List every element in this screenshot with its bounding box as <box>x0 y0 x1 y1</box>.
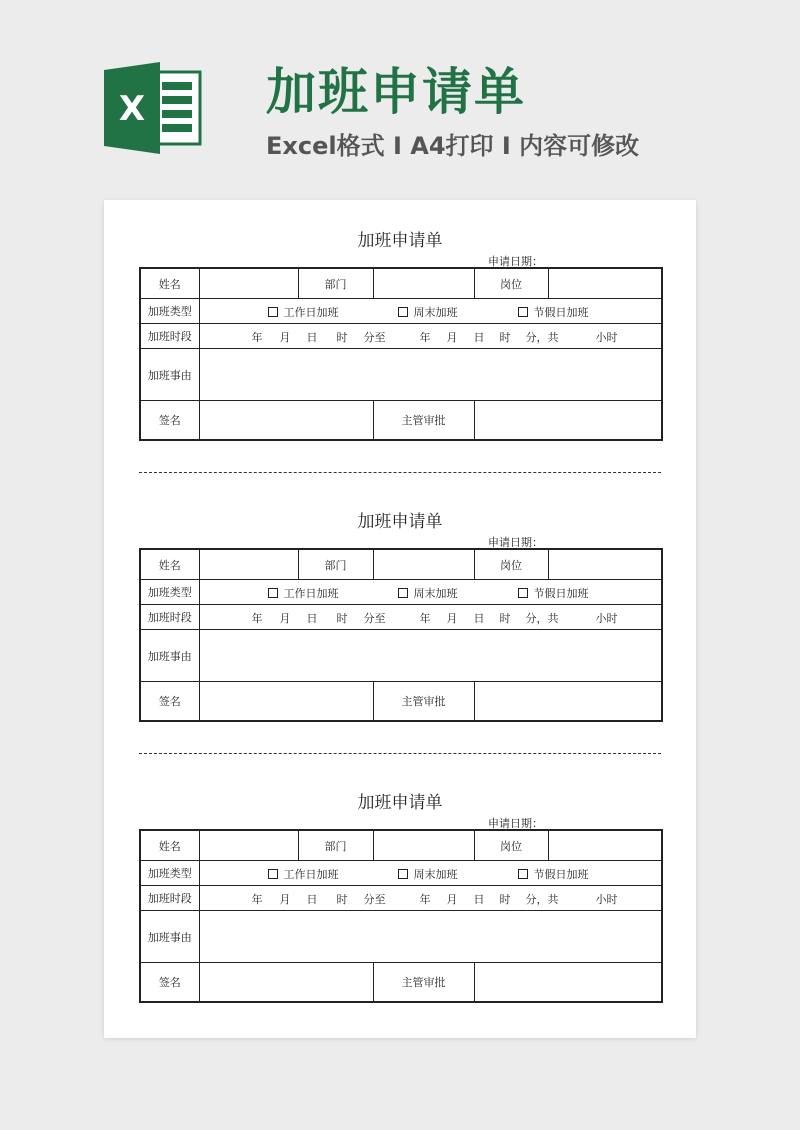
unit-minute-to: 分至 <box>363 612 386 625</box>
overtime-form <box>104 200 696 444</box>
date-label: 申请日期： <box>488 536 543 549</box>
form-table <box>139 267 663 441</box>
weekday-option[interactable]: 工作日加班 <box>268 585 339 601</box>
form-title: 加班申请单 <box>357 231 443 251</box>
reason-field[interactable] <box>199 630 662 682</box>
unit-hours: 小时 <box>595 612 618 625</box>
unit-hour: 时 <box>499 331 511 344</box>
weekday-option[interactable]: 工作日加班 <box>268 866 339 882</box>
sign-label: 签名 <box>140 401 199 441</box>
approve-label: 主管审批 <box>373 963 474 1003</box>
form-title: 加班申请单 <box>357 512 443 532</box>
type-label: 加班类型 <box>140 580 199 605</box>
checkbox-icon[interactable] <box>398 588 408 598</box>
document-page <box>104 200 696 1038</box>
holiday-option[interactable]: 节假日加班 <box>518 304 589 320</box>
unit-month: 月 <box>279 612 291 625</box>
dept-field[interactable] <box>373 549 474 580</box>
overtime-form <box>104 762 696 1006</box>
post-field[interactable] <box>548 830 662 861</box>
checkbox-icon[interactable] <box>268 307 278 317</box>
post-field[interactable] <box>548 268 662 299</box>
name-field[interactable] <box>199 268 298 299</box>
cut-line <box>139 753 661 754</box>
cut-line <box>139 472 661 473</box>
logo-letter: X <box>118 89 146 129</box>
unit-hour: 时 <box>336 893 348 906</box>
reason-field[interactable] <box>199 349 662 401</box>
period-label: 加班时段 <box>140 605 199 630</box>
unit-minute-total: 分，共 <box>525 893 559 906</box>
approve-field[interactable] <box>474 682 662 722</box>
unit-year: 年 <box>419 893 431 906</box>
approve-field[interactable] <box>474 963 662 1003</box>
unit-hour: 时 <box>499 893 511 906</box>
page-subtitle: Excel格式 I A4打印 I 内容可修改 <box>266 132 640 160</box>
name-label: 姓名 <box>140 268 199 299</box>
period-label: 加班时段 <box>140 886 199 911</box>
reason-field[interactable] <box>199 911 662 963</box>
unit-month: 月 <box>446 612 458 625</box>
unit-month: 月 <box>446 893 458 906</box>
date-label: 申请日期： <box>488 817 543 830</box>
period-field[interactable] <box>199 886 662 911</box>
dept-label: 部门 <box>298 830 373 861</box>
unit-day: 日 <box>306 893 318 906</box>
unit-hour: 时 <box>336 612 348 625</box>
post-label: 岗位 <box>474 549 548 580</box>
name-field[interactable] <box>199 549 298 580</box>
unit-year: 年 <box>251 331 263 344</box>
checkbox-icon[interactable] <box>518 307 528 317</box>
checkbox-icon[interactable] <box>398 869 408 879</box>
unit-day: 日 <box>473 612 485 625</box>
checkbox-icon[interactable] <box>518 869 528 879</box>
holiday-option[interactable]: 节假日加班 <box>518 866 589 882</box>
sign-field[interactable] <box>199 401 373 441</box>
weekend-option[interactable]: 周末加班 <box>398 304 458 320</box>
unit-year: 年 <box>419 331 431 344</box>
weekend-option[interactable]: 周末加班 <box>398 585 458 601</box>
dept-label: 部门 <box>298 268 373 299</box>
excel-logo-icon <box>104 62 204 154</box>
weekday-option[interactable]: 工作日加班 <box>268 304 339 320</box>
dept-label: 部门 <box>298 549 373 580</box>
post-label: 岗位 <box>474 830 548 861</box>
date-label: 申请日期： <box>488 255 543 268</box>
sign-field[interactable] <box>199 682 373 722</box>
post-label: 岗位 <box>474 268 548 299</box>
post-field[interactable] <box>548 549 662 580</box>
unit-minute-total: 分，共 <box>525 331 559 344</box>
unit-hours: 小时 <box>595 893 618 906</box>
unit-minute-total: 分，共 <box>525 612 559 625</box>
unit-hour: 时 <box>499 612 511 625</box>
unit-month: 月 <box>446 331 458 344</box>
reason-label: 加班事由 <box>140 911 199 963</box>
unit-year: 年 <box>251 612 263 625</box>
form-title: 加班申请单 <box>357 793 443 813</box>
checkbox-icon[interactable] <box>268 588 278 598</box>
type-options <box>199 580 662 605</box>
dept-field[interactable] <box>373 830 474 861</box>
form-table <box>139 548 663 722</box>
weekend-option[interactable]: 周末加班 <box>398 866 458 882</box>
type-label: 加班类型 <box>140 299 199 324</box>
reason-label: 加班事由 <box>140 630 199 682</box>
checkbox-icon[interactable] <box>268 869 278 879</box>
unit-minute-to: 分至 <box>363 331 386 344</box>
header <box>0 0 800 200</box>
unit-month: 月 <box>279 331 291 344</box>
unit-day: 日 <box>473 893 485 906</box>
unit-year: 年 <box>419 612 431 625</box>
unit-day: 日 <box>306 612 318 625</box>
name-label: 姓名 <box>140 549 199 580</box>
period-field[interactable] <box>199 324 662 349</box>
approve-label: 主管审批 <box>373 682 474 722</box>
approve-field[interactable] <box>474 401 662 441</box>
unit-hour: 时 <box>336 331 348 344</box>
unit-hours: 小时 <box>595 331 618 344</box>
dept-field[interactable] <box>373 268 474 299</box>
type-options <box>199 861 662 886</box>
page-title: 加班申请单 <box>266 63 526 121</box>
name-label: 姓名 <box>140 830 199 861</box>
holiday-option[interactable]: 节假日加班 <box>518 585 589 601</box>
sign-label: 签名 <box>140 682 199 722</box>
type-label: 加班类型 <box>140 861 199 886</box>
checkbox-icon[interactable] <box>518 588 528 598</box>
period-field[interactable] <box>199 605 662 630</box>
period-label: 加班时段 <box>140 324 199 349</box>
unit-minute-to: 分至 <box>363 893 386 906</box>
unit-month: 月 <box>279 893 291 906</box>
overtime-form <box>104 481 696 725</box>
checkbox-icon[interactable] <box>398 307 408 317</box>
approve-label: 主管审批 <box>373 401 474 441</box>
unit-day: 日 <box>306 331 318 344</box>
sign-field[interactable] <box>199 963 373 1003</box>
unit-day: 日 <box>473 331 485 344</box>
unit-year: 年 <box>251 893 263 906</box>
name-field[interactable] <box>199 830 298 861</box>
sign-label: 签名 <box>140 963 199 1003</box>
reason-label: 加班事由 <box>140 349 199 401</box>
form-table <box>139 829 663 1003</box>
type-options <box>199 299 662 324</box>
